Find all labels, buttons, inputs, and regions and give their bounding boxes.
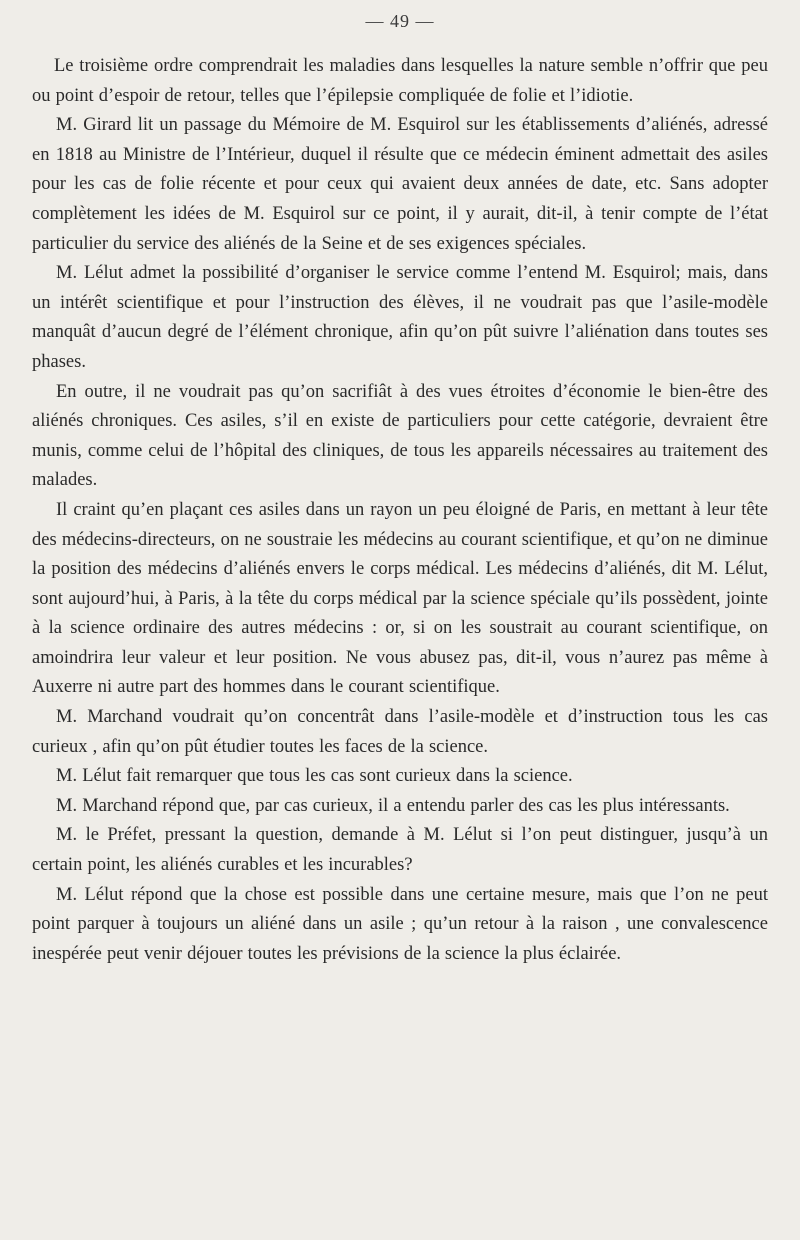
paragraph-8: M. Marchand répond que, par cas curieux, il a entendu parler des cas les plus intéressants. [56, 795, 730, 816]
paragraph-4: En outre, il ne voudrait pas qu’on sacrifiât à des vues étroites d’économie le bien-être des aliénés chroniques. Ces asiles, s’il en existe de particuliers pour cette catégorie, devraient être munis, comme celui de l’hôpital des cliniques, de tous les appareils nécessaires au traitement des malades. [32, 381, 768, 491]
body-text [32, 52, 768, 969]
paragraph-10: M. Lélut répond que la chose est possible dans une certaine mesure, mais que l’on ne peut point parquer à toujours un aliéné dans un asile ; qu’un retour à la raison , une convalescence inespérée peut venir déjouer toutes les prévisions de la science la plus éclairée. [32, 884, 768, 964]
paragraph-7: M. Lélut fait remarquer que tous les cas sont curieux dans la science. [56, 766, 573, 787]
paragraph-6: M. Marchand voudrait qu’on concentrât dans l’asile-modèle et d’instruction tous les cas curieux , afin qu’on pût étudier toutes les faces de la science. [32, 707, 768, 757]
paragraph-5: Il craint qu’en plaçant ces asiles dans un rayon un peu éloigné de Paris, en mettant à leur tête des médecins-directeurs, on ne soustraie les médecins au courant scientifique, et qu’on ne diminue la position des médecins d’aliénés envers le corps médical. Les médecins d’aliénés, dit M. Lélut, sont aujourd’hui, à Paris, à la tête du corps médical par la science spéciale qu’ils possèdent, jointe à la science ordinaire des autres médecins : or, si on les soustrait au courant scientifique, on amoindrira leur valeur et leur position. Ne vous abusez pas, dit-il, vous n’aurez pas même à Auxerre ni autre part des hommes dans le courant scientifique. [32, 499, 768, 698]
page-number: — 49 — [365, 11, 435, 31]
paragraph-1: Le troisième ordre comprendrait les maladies dans lesquelles la nature semble n’offrir que peu ou point d’espoir de retour, telles que l’épilepsie compliquée de folie et l’idiotie. [32, 56, 768, 106]
paragraph-3: M. Lélut admet la possibilité d’organiser le service comme l’entend M. Esquirol; mais, dans un intérêt scientifique et pour l’instruction des élèves, il ne voudrait pas que l’asile-modèle manquât d’aucun degré de l’élément chronique, afin qu’on pût suivre l’aliénation dans toutes ses phases. [32, 263, 768, 372]
paragraph-9: M. le Préfet, pressant la question, demande à M. Lélut si l’on peut distinguer, jusqu’à un certain point, les aliénés curables et les incurables? [32, 825, 768, 876]
paragraph-2: M. Girard lit un passage du Mémoire de M. Esquirol sur les établissements d’aliénés, adressé en 1818 au Ministre de l’Intérieur, duquel il résulte que ce médecin éminent admettait des asiles pour les cas de folie récente et pour ceux qui avaient deux années de date, etc. Sans adopter complètement les idées de M. Esquirol sur ce point, il y aurait, dit-il, à tenir compte de l’état particulier du service des aliénés de la Seine et de ses exigences spéciales. [32, 115, 768, 254]
